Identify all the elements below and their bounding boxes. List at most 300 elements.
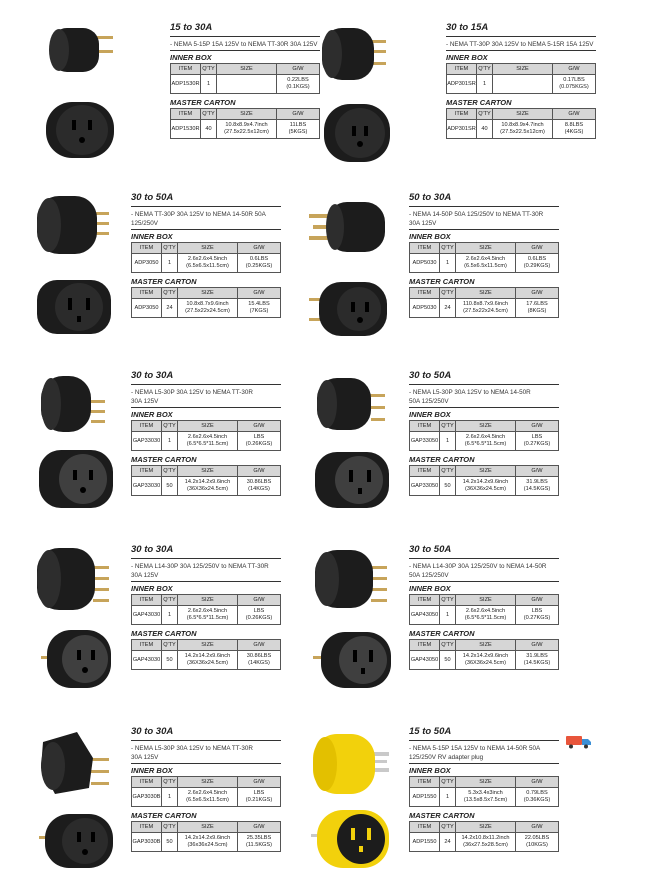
table-header-row: [132, 595, 281, 606]
header-item: ITEM: [410, 822, 440, 833]
product-card: [279, 544, 579, 704]
table-header-row: [410, 288, 559, 299]
cell-gw: LBS (0.27KGS): [516, 606, 559, 625]
cell-qty: 24: [162, 299, 178, 318]
cell-item: GAP3030B: [132, 833, 162, 852]
table-row: [132, 833, 281, 852]
table-row: [447, 75, 596, 94]
cell-item: GAP33030: [132, 477, 162, 496]
product-title: 30 to 15A: [446, 22, 489, 33]
cell-size: 2.6x2.6x4.5inch (6.5*6.5*11.5cm): [178, 432, 238, 451]
header-gw: G/W: [277, 109, 320, 120]
master-carton-table: [409, 639, 559, 670]
header-item: ITEM: [132, 243, 162, 254]
cell-size: 14.2x14.2x9.6inch (36X36x24.5cm): [456, 477, 516, 496]
header-qty: Q'TY: [162, 243, 178, 254]
cell-item: ADP1550: [410, 833, 440, 852]
product-card: [3, 192, 303, 352]
header-item: ITEM: [410, 421, 440, 432]
header-qty: Q'TY: [440, 243, 456, 254]
plug-female-image: [311, 448, 393, 512]
product-info: [409, 370, 559, 496]
header-item: ITEM: [410, 288, 440, 299]
inner-box-table: [409, 420, 559, 451]
divider: [446, 36, 596, 37]
header-item: ITEM: [132, 288, 162, 299]
header-gw: G/W: [238, 466, 281, 477]
divider: [131, 407, 281, 408]
product-description: - NEMA 5-15P 15A 125V to NEMA 14-50R 50A 125/250V RV adapter plug: [409, 745, 541, 761]
inner-box-table: [409, 242, 559, 273]
cell-qty: 40: [477, 120, 493, 139]
cell-qty: 1: [162, 606, 178, 625]
cell-gw: LBS (0.26KGS): [238, 432, 281, 451]
cell-qty: 24: [440, 833, 456, 852]
master-carton-label: MASTER CARTON: [409, 455, 475, 464]
plug-male-image: [33, 192, 113, 258]
divider: [170, 36, 320, 37]
cell-size: 14.2x14.2x9.6inch (36X36x24.5cm): [456, 651, 516, 670]
header-qty: Q'TY: [477, 109, 493, 120]
product-card: [3, 726, 303, 886]
header-item: ITEM: [132, 466, 162, 477]
header-size: SIZE: [456, 640, 516, 651]
header-gw: G/W: [238, 822, 281, 833]
header-gw: G/W: [516, 640, 559, 651]
cell-size: 14.2x14.2x9.6inch (36X36x24.5cm): [178, 477, 238, 496]
cell-size: 2.6x2.6x4.5inch (6.5x6.5x11.5cm): [178, 254, 238, 273]
master-carton-label: MASTER CARTON: [409, 811, 475, 820]
cell-gw: 0.6LBS (0.29KGS): [516, 254, 559, 273]
cell-item: GAP33050: [410, 432, 440, 451]
cell-qty: 50: [162, 833, 178, 852]
cell-qty: 1: [162, 254, 178, 273]
header-size: SIZE: [456, 595, 516, 606]
plug-male-image: [309, 730, 393, 798]
cell-size: 2.6x2.6x4.5inch (6.5x6.5x11.5cm): [456, 254, 516, 273]
header-item: ITEM: [410, 777, 440, 788]
inner-box-label: INNER BOX: [170, 53, 212, 62]
plug-male-image: [45, 22, 115, 78]
product-info: [131, 726, 281, 852]
cell-item: ADP3050: [132, 254, 162, 273]
cell-qty: 50: [440, 477, 456, 496]
header-size: SIZE: [178, 777, 238, 788]
inner-box-label: INNER BOX: [409, 584, 451, 593]
cell-qty: 1: [477, 75, 493, 94]
master-carton-label: MASTER CARTON: [409, 629, 475, 638]
header-size: SIZE: [456, 243, 516, 254]
inner-box-label: INNER BOX: [131, 410, 173, 419]
table-header-row: [132, 288, 281, 299]
master-carton-label: MASTER CARTON: [409, 277, 475, 286]
product-card: [42, 22, 342, 182]
table-header-row: [132, 466, 281, 477]
header-size: SIZE: [178, 822, 238, 833]
product-card: [279, 726, 579, 886]
table-row: [171, 120, 320, 139]
header-size: SIZE: [178, 421, 238, 432]
plug-male-image: [33, 544, 113, 614]
table-header-row: [410, 777, 559, 788]
truck-icon: [566, 735, 592, 749]
inner-box-table: [170, 63, 320, 94]
header-gw: G/W: [516, 822, 559, 833]
cell-size: 14.2x14.2x9.6inch (36X36x24.5cm): [178, 651, 238, 670]
plug-female-image: [35, 446, 117, 512]
cell-size: 10.8x8.9x4.7inch (27.5x22.5x12cm): [217, 120, 277, 139]
table-header-row: [171, 64, 320, 75]
header-qty: Q'TY: [201, 64, 217, 75]
cell-qty: 1: [440, 254, 456, 273]
cell-size: [493, 75, 553, 94]
header-item: ITEM: [132, 595, 162, 606]
cell-item: GAP43030: [132, 606, 162, 625]
table-row: [132, 254, 281, 273]
header-gw: G/W: [516, 243, 559, 254]
product-title: 50 to 30A: [409, 192, 452, 203]
header-qty: Q'TY: [162, 466, 178, 477]
product-card: [3, 544, 303, 704]
cell-gw: 0.22LBS (0.1KGS): [277, 75, 320, 94]
header-gw: G/W: [516, 777, 559, 788]
product-description: - NEMA L5-30P 30A 125V to NEMA TT-30R 30A 125V: [131, 745, 253, 761]
table-header-row: [410, 640, 559, 651]
cell-item: ADP5030: [410, 299, 440, 318]
master-carton-table: [446, 108, 596, 139]
table-header-row: [447, 109, 596, 120]
cell-gw: 30.86LBS (14KGS): [238, 651, 281, 670]
header-item: ITEM: [410, 466, 440, 477]
header-gw: G/W: [516, 421, 559, 432]
table-row: [410, 833, 559, 852]
cell-item: GAP43050: [410, 606, 440, 625]
plug-female-image: [39, 626, 115, 692]
divider: [409, 581, 559, 582]
product-info: [446, 22, 596, 139]
header-item: ITEM: [132, 777, 162, 788]
divider: [409, 384, 559, 385]
master-carton-table: [131, 821, 281, 852]
cell-qty: 1: [162, 432, 178, 451]
inner-box-table: [409, 594, 559, 625]
master-carton-table: [131, 287, 281, 318]
cell-item: ADP5030: [410, 254, 440, 273]
master-carton-table: [409, 287, 559, 318]
table-header-row: [410, 466, 559, 477]
header-item: ITEM: [132, 822, 162, 833]
cell-qty: 50: [440, 651, 456, 670]
header-size: SIZE: [456, 777, 516, 788]
plug-female-image: [37, 810, 117, 872]
table-row: [410, 254, 559, 273]
table-row: [171, 75, 320, 94]
inner-box-table: [446, 63, 596, 94]
product-title: 15 to 50A: [409, 726, 452, 737]
cell-gw: 0.6LBS (0.25KGS): [238, 254, 281, 273]
header-size: SIZE: [178, 288, 238, 299]
cell-gw: LBS (0.21KGS): [238, 788, 281, 807]
cell-size: 14.2x14.2x9.6inch (36x36x24.5cm): [178, 833, 238, 852]
inner-box-label: INNER BOX: [131, 766, 173, 775]
master-carton-table: [409, 465, 559, 496]
product-card: [279, 192, 579, 352]
inner-box-label: INNER BOX: [446, 53, 488, 62]
cell-item: GAP33030: [132, 432, 162, 451]
header-size: SIZE: [178, 466, 238, 477]
header-qty: Q'TY: [477, 64, 493, 75]
product-card: [318, 22, 618, 182]
master-carton-table: [409, 821, 559, 852]
table-header-row: [132, 777, 281, 788]
header-item: ITEM: [171, 64, 201, 75]
divider: [131, 740, 281, 741]
master-carton-label: MASTER CARTON: [131, 629, 197, 638]
master-carton-table: [131, 639, 281, 670]
table-row: [410, 606, 559, 625]
product-images: [307, 192, 425, 352]
cell-qty: 1: [440, 432, 456, 451]
header-gw: G/W: [238, 421, 281, 432]
table-header-row: [410, 822, 559, 833]
cell-qty: 50: [162, 651, 178, 670]
cell-size: 5.3x3.4x3inch (13.5x8.5x7.5cm): [456, 788, 516, 807]
table-header-row: [171, 109, 320, 120]
header-qty: Q'TY: [201, 109, 217, 120]
product-images: [318, 22, 436, 182]
master-carton-label: MASTER CARTON: [446, 98, 512, 107]
table-row: [132, 606, 281, 625]
header-item: ITEM: [410, 243, 440, 254]
divider: [409, 740, 559, 741]
header-qty: Q'TY: [162, 822, 178, 833]
header-gw: G/W: [238, 777, 281, 788]
divider: [131, 384, 281, 385]
product-title: 30 to 30A: [131, 370, 174, 381]
inner-box-table: [131, 776, 281, 807]
divider: [409, 763, 559, 764]
product-info: [170, 22, 320, 139]
inner-box-label: INNER BOX: [409, 766, 451, 775]
cell-size: 110.8x8.7x9.6inch (27.5x22x24.5cm): [456, 299, 516, 318]
header-size: SIZE: [493, 64, 553, 75]
table-header-row: [132, 640, 281, 651]
header-qty: Q'TY: [440, 822, 456, 833]
product-title: 30 to 50A: [131, 192, 174, 203]
inner-box-table: [131, 420, 281, 451]
header-size: SIZE: [493, 109, 553, 120]
table-row: [410, 477, 559, 496]
plug-female-image: [42, 92, 118, 166]
cell-gw: 25.35LBS (11.5KGS): [238, 833, 281, 852]
divider: [409, 407, 559, 408]
table-header-row: [132, 421, 281, 432]
product-title: 30 to 50A: [409, 544, 452, 555]
header-size: SIZE: [217, 109, 277, 120]
cell-gw: 31.9LBS (14.5KGS): [516, 651, 559, 670]
cell-item: ADP301SR: [447, 120, 477, 139]
product-description: - NEMA L5-30P 30A 125V to NEMA 14-50R 50A 125/250V: [409, 389, 531, 405]
cell-qty: 40: [201, 120, 217, 139]
cell-item: ADP301SR: [447, 75, 477, 94]
header-qty: Q'TY: [440, 466, 456, 477]
header-qty: Q'TY: [162, 595, 178, 606]
inner-box-label: INNER BOX: [131, 232, 173, 241]
product-description: - NEMA TT-30P 30A 125V to NEMA 5-15R 15A 125V: [446, 41, 594, 48]
header-gw: G/W: [553, 64, 596, 75]
table-header-row: [410, 595, 559, 606]
header-qty: Q'TY: [162, 777, 178, 788]
cell-qty: 24: [440, 299, 456, 318]
inner-box-table: [409, 776, 559, 807]
divider: [409, 206, 559, 207]
plug-female-image: [35, 272, 115, 340]
cell-gw: LBS (0.26KGS): [238, 606, 281, 625]
cell-item: ADP1550: [410, 788, 440, 807]
table-row: [410, 788, 559, 807]
product-info: [409, 544, 559, 670]
header-gw: G/W: [238, 595, 281, 606]
inner-box-table: [131, 594, 281, 625]
product-card: [3, 370, 303, 530]
header-gw: G/W: [238, 640, 281, 651]
cell-item: ADP1530R: [171, 120, 201, 139]
table-header-row: [132, 243, 281, 254]
cell-size: 10.8x8.7x9.6inch (27.5x22x24.5cm): [178, 299, 238, 318]
cell-gw: 0.17LBS (0.075KGS): [553, 75, 596, 94]
cell-qty: 1: [201, 75, 217, 94]
divider: [170, 50, 320, 51]
header-size: SIZE: [456, 822, 516, 833]
header-item: ITEM: [132, 640, 162, 651]
header-qty: Q'TY: [162, 421, 178, 432]
header-qty: Q'TY: [162, 288, 178, 299]
cell-size: 2.6x2.6x4.5inch (6.5x6.5x11.5cm): [178, 788, 238, 807]
divider: [131, 558, 281, 559]
header-gw: G/W: [516, 288, 559, 299]
cell-gw: 31.9LBS (14.5KGS): [516, 477, 559, 496]
header-item: ITEM: [132, 421, 162, 432]
divider: [131, 581, 281, 582]
header-qty: Q'TY: [440, 288, 456, 299]
header-item: ITEM: [171, 109, 201, 120]
product-title: 30 to 30A: [131, 726, 174, 737]
table-header-row: [132, 822, 281, 833]
divider: [409, 558, 559, 559]
plug-male-image: [311, 546, 391, 612]
plug-female-image: [311, 628, 395, 692]
header-size: SIZE: [217, 64, 277, 75]
product-description: - NEMA L14-30P 30A 125/250V to NEMA 14-50R 50A 125/250V: [409, 563, 547, 579]
product-info: [409, 192, 559, 318]
header-size: SIZE: [456, 466, 516, 477]
plug-male-image: [307, 196, 391, 258]
header-gw: G/W: [277, 64, 320, 75]
cell-gw: 17.6LBS (8KGS): [516, 299, 559, 318]
header-gw: G/W: [516, 466, 559, 477]
header-size: SIZE: [456, 288, 516, 299]
header-size: SIZE: [178, 243, 238, 254]
table-row: [132, 432, 281, 451]
header-qty: Q'TY: [440, 595, 456, 606]
master-carton-label: MASTER CARTON: [170, 98, 236, 107]
divider: [446, 50, 596, 51]
inner-box-label: INNER BOX: [409, 232, 451, 241]
table-row: [410, 299, 559, 318]
inner-box-label: INNER BOX: [131, 584, 173, 593]
cell-size: 2.6x2.6x4.5inch (6.5*6.5*11.5cm): [456, 606, 516, 625]
header-gw: G/W: [516, 595, 559, 606]
cell-qty: 1: [162, 788, 178, 807]
cell-gw: LBS (0.27KGS): [516, 432, 559, 451]
header-item: ITEM: [447, 64, 477, 75]
product-description: - NEMA 14-50P 50A 125/250V to NEMA TT-30R 30A 125V: [409, 211, 544, 227]
inner-box-table: [131, 242, 281, 273]
master-carton-label: MASTER CARTON: [131, 455, 197, 464]
divider: [131, 206, 281, 207]
table-row: [132, 299, 281, 318]
product-title: 30 to 30A: [131, 544, 174, 555]
plug-male-image: [311, 372, 389, 436]
table-row: [410, 432, 559, 451]
plug-female-image: [307, 278, 391, 340]
product-description: - NEMA L5-30P 30A 125V to NEMA TT-30R 30A 125V: [131, 389, 253, 405]
header-qty: Q'TY: [440, 640, 456, 651]
plug-female-image: [320, 98, 394, 168]
cell-qty: 1: [440, 788, 456, 807]
header-item: ITEM: [410, 640, 440, 651]
product-card: [279, 370, 579, 530]
plug-male-image: [35, 728, 115, 798]
product-info: [131, 192, 281, 318]
table-header-row: [447, 64, 596, 75]
product-images: [42, 22, 160, 182]
cell-size: 10.8x8.9x4.7inch (27.5x22.5x12cm): [493, 120, 553, 139]
plug-female-image: [309, 806, 393, 872]
product-description: - NEMA 5-15P 15A 125V to NEMA TT-30R 30A 125V: [170, 41, 318, 48]
cell-item: GAP3030B: [132, 788, 162, 807]
header-qty: Q'TY: [162, 640, 178, 651]
header-qty: Q'TY: [440, 421, 456, 432]
table-row: [132, 788, 281, 807]
cell-item: GAP33050: [410, 477, 440, 496]
product-info: [131, 544, 281, 670]
master-carton-table: [170, 108, 320, 139]
header-item: ITEM: [410, 595, 440, 606]
header-qty: Q'TY: [440, 777, 456, 788]
divider: [131, 229, 281, 230]
table-header-row: [410, 243, 559, 254]
cell-size: [217, 75, 277, 94]
cell-size: 2.6x2.6x4.5inch (6.5*6.5*11.5cm): [456, 432, 516, 451]
divider: [131, 763, 281, 764]
table-row: [132, 477, 281, 496]
cell-gw: 22.05LBS (10KGS): [516, 833, 559, 852]
cell-size: 14.2x10.8x11.2inch (36x27.5x28.5cm): [456, 833, 516, 852]
plug-male-image: [35, 370, 107, 438]
cell-item: ADP1530R: [171, 75, 201, 94]
cell-gw: 8.8LBS (4KGS): [553, 120, 596, 139]
cell-gw: 15.4LBS (7KGS): [238, 299, 281, 318]
header-gw: G/W: [238, 288, 281, 299]
master-carton-table: [131, 465, 281, 496]
divider: [409, 229, 559, 230]
cell-item: GAP43030: [132, 651, 162, 670]
master-carton-label: MASTER CARTON: [131, 811, 197, 820]
product-info: [131, 370, 281, 496]
cell-item: GAP43050: [410, 651, 440, 670]
header-gw: G/W: [238, 243, 281, 254]
